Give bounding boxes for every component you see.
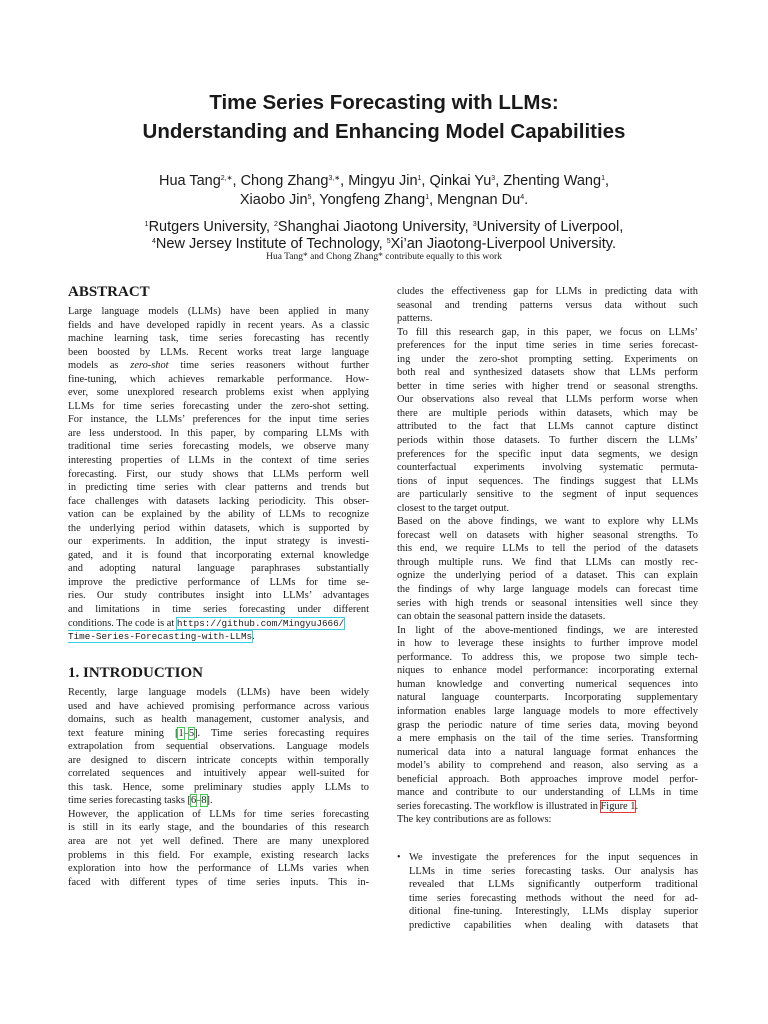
text-line: are less understood. In this paper, by comparing LLMs with [68,427,369,439]
text-line: attributed to the fact that LLMs cannot capture distinct [397,421,698,433]
author-sup: 1 [601,175,605,182]
affiliation: Xi’an Jiaotong-Liverpool University [390,236,612,252]
affiliations-line-1: $^1$Rutgers University, $^2$Shanghai Jiaotong University, $^3$University of Liverpool, [144,219,624,235]
text-line: a mere emphasis on the tail of the time series. Transforming [397,733,698,745]
contribution-bullet-1 [409,851,698,932]
affil-sup: 1 [144,221,149,228]
text-line: correlated sequences and intuitively appear well-suited for [68,768,369,780]
affiliations-line-2: $^4$New Jersey Institute of Technology, $^5$Xi’an Jiaotong-Liverpool University. [152,236,616,252]
text-line: are designed to discern intricate concepts within temporally [68,754,369,766]
text-line: cludes the effectiveness gap for LLMs in predicting data with [397,286,698,297]
text-line: improve the predictive performance of LLMs for time se- [68,576,369,588]
text-line [68,617,369,631]
author-name: Chong Zhang [240,173,329,189]
text-line: information enables large language models to more effectively [397,705,698,717]
text-line: niques to enhance model performance: incorporating external [397,665,698,677]
text-line: For instance, the LLMs’ preferences for the input time series [68,414,369,426]
text-line: Our observations also reveal that LLMs perform worse when [397,394,698,406]
text-line: faced with different types of time series inputs. This in- [68,876,369,888]
authors-line-1: Hua Tang$^{2,∗}$, Chong Zhang$^{3,∗}$, Mingyu Jin$^1$, Qinkai Yu$^3$, Zhenting Wang$^1$, [158,173,610,189]
text-line: through multiple runs. We find that LLMs can mostly rec- [397,556,698,568]
text-line: time series forecasting methods without the need for ad- [409,892,698,904]
text-line: this end, we require LLMs to tell the period of the datasets [397,543,698,555]
author-sup: 3,∗ [328,175,341,182]
text-line: Large language models (LLMs) have been applied in many [68,306,369,317]
text-line: face challenges with datasets lacking periodicity. This obser- [68,495,369,507]
text-line: LLMs for time series forecasting under the zero-shot setting. [68,400,369,412]
text-fragment: . Time series forecasting requires [197,727,369,739]
text-line: text feature mining [1–5]. Time series forecasting requires [68,727,369,739]
author-sup: 4 [520,193,525,201]
text-line [68,630,369,644]
text-line: both real and synthesized datasets show that LLMs perform [397,367,698,379]
text-line: problems in this field. For example, existing research lacks [68,849,369,861]
text-line: time series forecasting tasks [6–8]. [68,795,213,807]
text-line: used and have achieved promising performance across various [68,700,369,712]
text-line: the underlying period within datasets, which is supported by [68,522,369,534]
text-fragment: . [635,800,639,812]
text-line: performance. To address this, we propose two simple tech- [397,651,698,663]
text-line: are particularly sensitive to the segment of input sequences [397,489,698,501]
abstract-heading: ABSTRACT [68,284,150,300]
text-line: vation can be explained by the ability of LLMs to recognize [68,509,369,521]
text-line: We investigate the preferences for the input sequences in [409,852,698,863]
text-line: there are multiple periods within datasets, which may be [397,407,698,419]
text-line [397,800,698,814]
text-line: seasonal and trending patterns versus data without such [397,299,698,311]
text-line: human knowledge and converting numerical sequences into [397,678,698,690]
text-line: in how to leverage these insights to further improve model [397,638,698,650]
text-line: better in time series with higher trend or seasonal strengths. [397,380,698,392]
text-line: forecast well on datasets with higher seasonal strengths. To [397,529,698,541]
text-line: in predicting time series with clear patterns and trends but [68,482,369,494]
code-url-link-continued[interactable]: Time-Series-Forecasting-with-LLMs [68,631,253,643]
paper-title [0,88,768,146]
affil-sup: 2 [274,221,278,228]
text-line: extrapolation from sequential observations. Language models [68,741,369,753]
text-fragment: text feature mining [68,727,175,739]
text-line: model’s ability to comprehend and reason, also serving as a [397,760,698,772]
affiliations [0,219,768,253]
text-line: grasp the periodic nature of time series data, moving beyond [397,719,698,731]
text-fragment: models as [68,360,131,372]
title-line-2: Understanding and Enhancing Model Capabilities [142,120,626,143]
affiliation: Rutgers University [148,219,266,235]
text-line: machine learning task, time series forecasting has recently [68,333,369,345]
text-line: Recently, large language models (LLMs) have been widely [68,687,369,698]
author-list [0,172,768,209]
citation-link[interactable]: 1 [178,727,184,739]
text-line: numerical data into a natural language format enhances the [397,746,698,758]
text-line: LLMs in time series forecasting tasks. Our analysis has [409,865,698,877]
citation-link[interactable]: 8 [201,795,207,807]
equal-contribution-note: Hua Tang* and Chong Zhang* contribute equally to this work [266,252,502,262]
text-line: our experiments. In addition, the input strategy is investi- [68,536,369,548]
zero-shot-emphasis: zero-shot [130,360,169,372]
title-line-1: Time Series Forecasting with LLMs: [209,91,559,114]
text-line: ries. Our study contributes insight into LLMs’ advantages [68,590,369,602]
text-line: predictive capabilities when dealing with datasets that [409,919,698,931]
text-line: In light of the above-mentioned findings, we are interested [397,624,698,636]
text-line: gated, and it is found that incorporating external knowledge [68,549,369,561]
text-line: The key contributions are as follows: [397,814,552,826]
affil-sup: 4 [152,238,156,245]
text-line: mance and contribute to our understanding of LLMs in time [397,787,698,799]
text-line: preferences for the specific input data segments, we design [397,448,698,460]
text-line: interesting properties of LLMs in the context of time series [68,455,369,467]
bullet-marker: • [397,852,401,863]
text-line: revealed that LLMs significantly outperform traditional [409,879,698,891]
text-line: ditional fine-tuning. Interestingly, LLMs display superior [409,906,698,918]
abstract-body [68,305,369,644]
text-line [68,359,369,373]
text-line: To fill this research gap, in this paper, we focus on LLMs’ [397,326,698,338]
text-line: periods within those datasets. To further discern the LLMs’ [397,435,698,447]
text-line: fine-tuning, which achieves remarkable performance. How- [68,373,369,385]
text-fragment: . [252,631,255,643]
citation-link[interactable]: 6 [190,795,197,807]
text-line: ognize the underlying period of a dataset. This can explain [397,570,698,582]
text-line: and limitations in time series forecasting under different [68,604,369,616]
text-line: fields and have developed rapidly in recent years. As a classic [68,319,369,331]
text-line: patterns. [397,313,433,325]
author-sup: 3 [491,175,496,182]
author-name: Hua Tang [158,173,221,189]
author-name: Mengnan Du [437,191,521,208]
author-sup: 2,∗ [220,175,233,182]
author-name: Yongfeng Zhang [319,191,426,208]
text-fragment: . [210,795,213,807]
text-line: Based on the above findings, we want to explore why LLMs [397,516,698,528]
text-line: preferences for the input time series in time series forecast- [397,340,698,352]
affiliation: New Jersey Institute of Technology [155,236,379,252]
affil-sup: 3 [472,221,477,228]
text-line: domains, such as health management, customer analysis, and [68,714,369,726]
affiliation: Shanghai Jiaotong University [277,219,465,235]
text-line: traditional time series forecasting models, we observe many [68,441,369,453]
code-url-link[interactable]: https://github.com/MingyuJ666/ [176,617,345,629]
text-line: ing under the zero-shot prompting setting. Experiments on [397,353,698,365]
text-line: is still in its early stage, and the boundaries of this research [68,822,369,834]
text-line: the findings of why large language models can forecast time [397,584,698,596]
text-line: natural language counterparts. Incorporating supplementary [397,692,698,704]
affiliation: University of Liverpool [476,219,620,235]
text-fragment: conditions. The code is at [68,617,177,629]
author-name: Xiaobo Jin [239,191,308,208]
text-line: closest to the target output. [397,502,510,514]
text-line: and adopting natural language paraphrases substantially [68,563,369,575]
citation-link[interactable]: 5 [188,727,195,739]
text-fragment: series forecasting. The workflow is illustrated in [397,800,601,812]
text-fragment: time series forecasting tasks [68,795,188,807]
author-name: Zhenting Wang [503,173,602,189]
introduction-heading: 1. INTRODUCTION [68,665,204,681]
figure-1-link[interactable]: Figure 1 [600,800,636,812]
author-sup: 1 [417,175,422,182]
text-line: counterfactual experiments involving systematic permuta- [397,462,698,474]
text-line: area are not yet well defined. There are many unexplored [68,836,369,848]
author-sup: 1 [425,193,430,201]
text-fragment: time series reasoners without further [168,360,369,372]
author-sup: 5 [307,193,312,201]
introduction-body-continued [397,285,698,827]
text-line: been boosted by LLMs. Recent works treat large language [68,346,369,358]
text-line: this task. Hence, some preliminary studies apply LLMs to [68,781,369,793]
introduction-body [68,686,369,889]
author-name: Mingyu Jin [348,173,418,189]
authors-line-2: Xiaobo Jin$^5$, Yongfeng Zhang$^1$, Mengnan Du$^4$. [239,191,529,208]
text-line: ever, some unexplored research problems exist when applying [68,387,369,399]
affil-sup: 5 [386,238,391,245]
author-name: Qinkai Yu [429,173,492,189]
text-line: forecasting. First, our study shows that LLMs perform well [68,468,369,480]
text-line: exploration into how the performance of LLMs varies when [68,863,369,875]
text-line: series with high trends or seasonal intensities well since they [397,597,698,609]
text-line: beneficial approach. Both approaches improve model perfor- [397,773,698,785]
text-line: tions of input sequences. The findings suggest that LLMs [397,475,698,487]
text-line: can obtain the seasonal pattern inside the datasets. [397,611,606,623]
text-line: However, the application of LLMs for time series forecasting [68,808,369,820]
